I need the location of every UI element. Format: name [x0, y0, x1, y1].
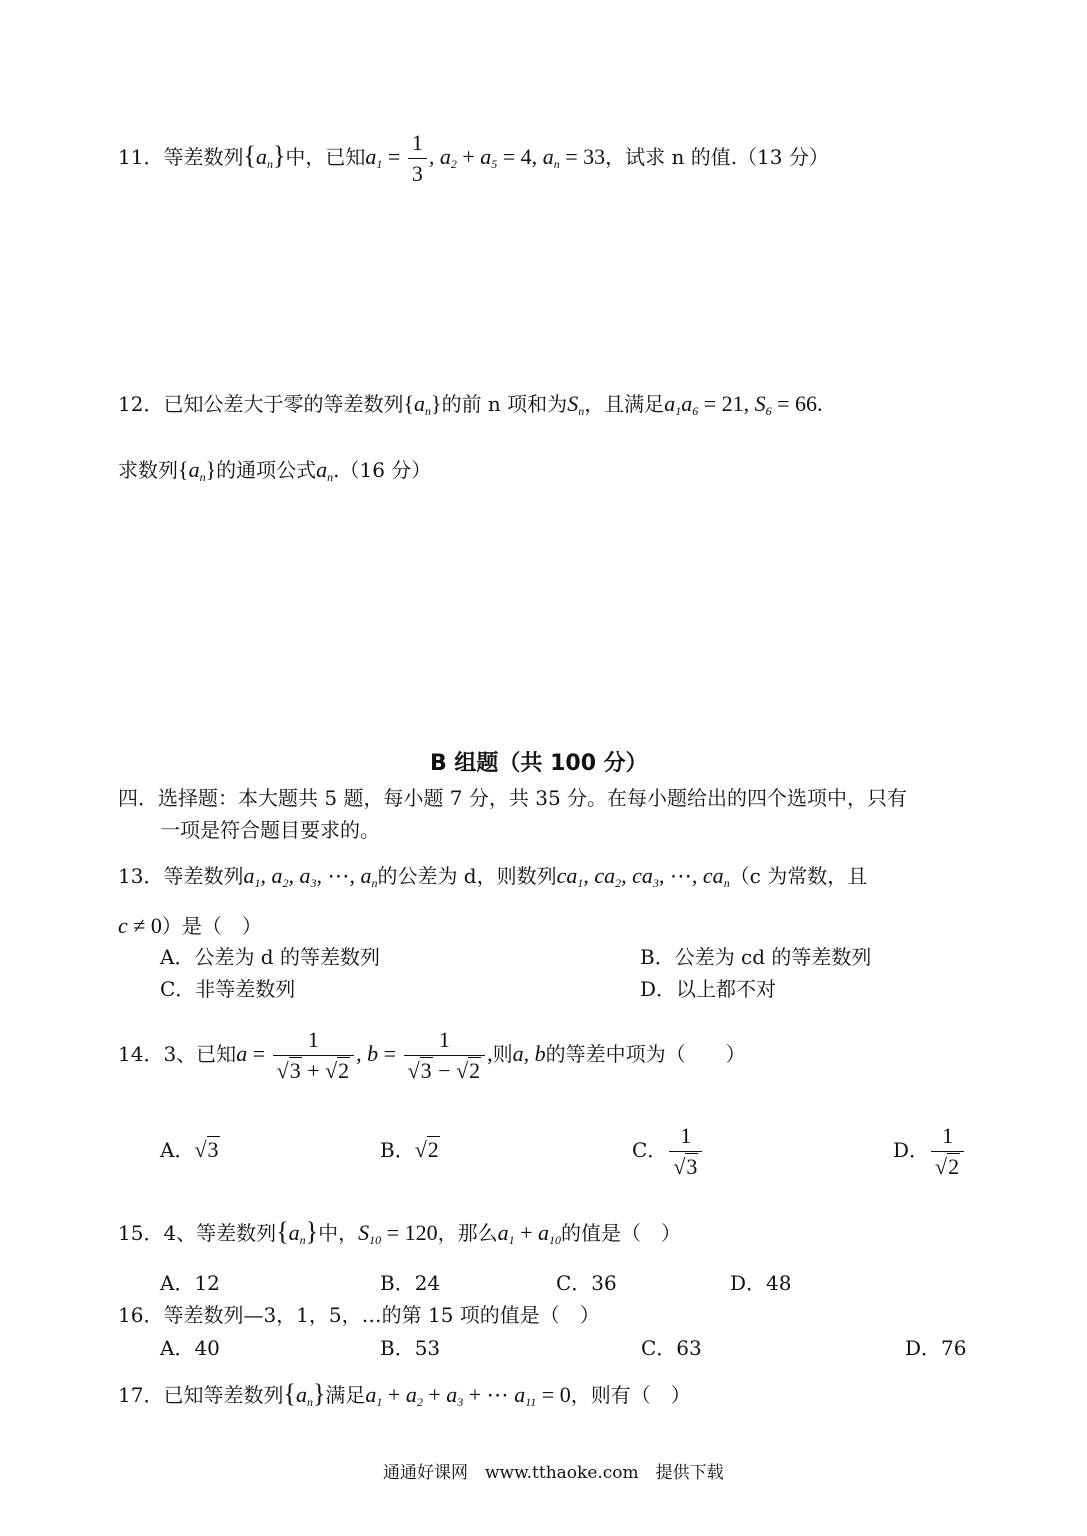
option-label: A． — [160, 1138, 195, 1162]
question-11 — [118, 128, 829, 187]
question-13-line2 — [118, 910, 262, 942]
fraction: $\frac{1}{√2}$ — [931, 1121, 964, 1182]
formula-conditions: $a_1$ = $\frac{1}{3}$ , $a_2 + a_5 = 4$, $a_n = 33$ — [365, 144, 605, 169]
option-label: D． — [893, 1138, 930, 1162]
question-text: 等差数列 — [163, 864, 244, 888]
question-17 — [118, 1376, 691, 1420]
question-number: 14． — [118, 1042, 164, 1066]
question-text: 已知公差大于零的等差数列 — [163, 392, 404, 416]
option-c: C．36 — [556, 1271, 617, 1295]
question-13-line1 — [118, 860, 867, 899]
question-12-line2 — [118, 454, 431, 493]
question-text: 则 — [492, 1042, 513, 1066]
formula-sum: $S_n$ — [567, 391, 585, 418]
question-text: 中， — [318, 1221, 359, 1245]
option-b: B．公差为 cd 的等差数列 — [640, 945, 872, 969]
question-text: ，那么 — [437, 1221, 498, 1245]
question-text: ，试求 n 的值.（13 分） — [605, 145, 829, 169]
option-label: B． — [380, 1138, 415, 1162]
option-a: A．40 — [160, 1336, 220, 1360]
question-text: 已知等差数列 — [163, 1383, 284, 1407]
question-text: ，且满足 — [584, 392, 665, 416]
question-text: 的公差为 d，则数列 — [377, 864, 557, 888]
question-text: 的等差中项为（ ） — [545, 1042, 746, 1066]
option-a — [160, 1130, 220, 1170]
option-d — [893, 1118, 966, 1182]
question-text: 3、已知 — [163, 1042, 237, 1066]
formula-condition: c ≠ 0 — [118, 913, 162, 938]
fraction: $\frac{1}{3}$ — [408, 128, 427, 189]
formula-a-b-pair: a, b — [512, 1041, 546, 1066]
question-text: ）是（ ） — [161, 914, 262, 938]
formula-general-term: $a_n$ — [316, 457, 334, 484]
section-instructions-line2: 一项是符合题目要求的。 — [160, 818, 380, 842]
question-12-line1 — [118, 388, 823, 427]
formula-expression: $a_1 + a_{10}$ — [497, 1220, 561, 1247]
option-b — [380, 1130, 440, 1170]
question-text: 求数列 — [118, 458, 178, 482]
option-label: C． — [632, 1138, 668, 1162]
question-number: 16． — [118, 1303, 164, 1327]
formula-sequence: $\{a_n\}$ — [283, 1379, 326, 1409]
question-text: （c 为常数，且 — [729, 864, 868, 888]
formula-root: √2 — [414, 1137, 439, 1162]
section-title: B 组题（共 100 分） — [430, 751, 648, 776]
question-text: 等差数列 — [163, 145, 244, 169]
question-text: 中，已知 — [285, 145, 366, 169]
question-number: 12． — [118, 392, 164, 416]
question-text: 4、等差数列 — [163, 1221, 277, 1245]
question-text: 的值是（ ） — [561, 1221, 681, 1245]
formula-sequence: $\{a_n\}$ — [276, 1217, 319, 1247]
option-d: D．76 — [905, 1336, 967, 1360]
option-a: A．公差为 d 的等差数列 — [160, 945, 380, 969]
question-text: 等差数列—3，1，5，…的第 15 项的值是（ ） — [163, 1303, 600, 1327]
option-d: D．以上都不对 — [640, 977, 777, 1001]
fraction: $\frac{1}{√3 - √2}$ — [404, 1025, 486, 1086]
option-d: D．48 — [730, 1271, 792, 1295]
formula-sequence: $\{a_n\}$ — [178, 457, 217, 484]
question-number: 13． — [118, 864, 164, 888]
question-text: 的通项公式 — [216, 458, 317, 482]
formula-sequence: $\{a_n\}$ — [243, 141, 286, 171]
option-b: B．53 — [380, 1336, 441, 1360]
formula-sum-condition: $a_1 + a_2 + a_3$ + ⋯ $a_{11} = 0$ — [365, 1382, 571, 1409]
formula-a-b: a = $\frac{1}{√3 + √2}$ , b = $\frac{1}{√3 - √2}$ , — [236, 1041, 492, 1066]
question-text: 满足 — [325, 1383, 366, 1407]
option-c — [632, 1118, 704, 1182]
question-text: .（16 分） — [333, 458, 432, 482]
question-14 — [118, 1020, 746, 1088]
formula-conditions: $a_1a_6 = 21$, $S_6 = 66$. — [664, 391, 823, 418]
formula-sum: $S_{10} = 120$ — [358, 1220, 438, 1247]
question-16 — [118, 1300, 600, 1330]
question-number: 11． — [118, 145, 164, 169]
fraction: $\frac{1}{√3 + √2}$ — [273, 1025, 355, 1086]
question-text: 的前 n 项和为 — [441, 392, 568, 416]
question-text: ，则有（ ） — [570, 1383, 691, 1407]
formula-root: √3 — [194, 1137, 219, 1162]
formula-sequence: $\{a_n\}$ — [403, 391, 442, 418]
question-number: 17． — [118, 1383, 164, 1407]
option-b: B．24 — [380, 1271, 441, 1295]
formula-sequence-terms: $a_1$, $a_2$, $a_3$, ⋯, $a_n$ — [243, 863, 378, 890]
option-c: C．非等差数列 — [160, 977, 296, 1001]
section-instructions-line1: 四．选择题：本大题共 5 题，每小题 7 分，共 35 分。在每小题给出的四个选项中，只有 — [118, 786, 908, 810]
option-a: A．12 — [160, 1271, 220, 1295]
formula-scaled-terms: $ca_1$, $ca_2$, $ca_3$, ⋯, $ca_n$ — [556, 863, 730, 890]
fraction: $\frac{1}{√3}$ — [669, 1121, 702, 1182]
question-number: 15． — [118, 1221, 164, 1245]
page-footer: 通通好课网 www.tthaoke.com 提供下载 — [383, 1463, 724, 1483]
option-c: C．63 — [641, 1336, 702, 1360]
question-15 — [118, 1214, 681, 1258]
